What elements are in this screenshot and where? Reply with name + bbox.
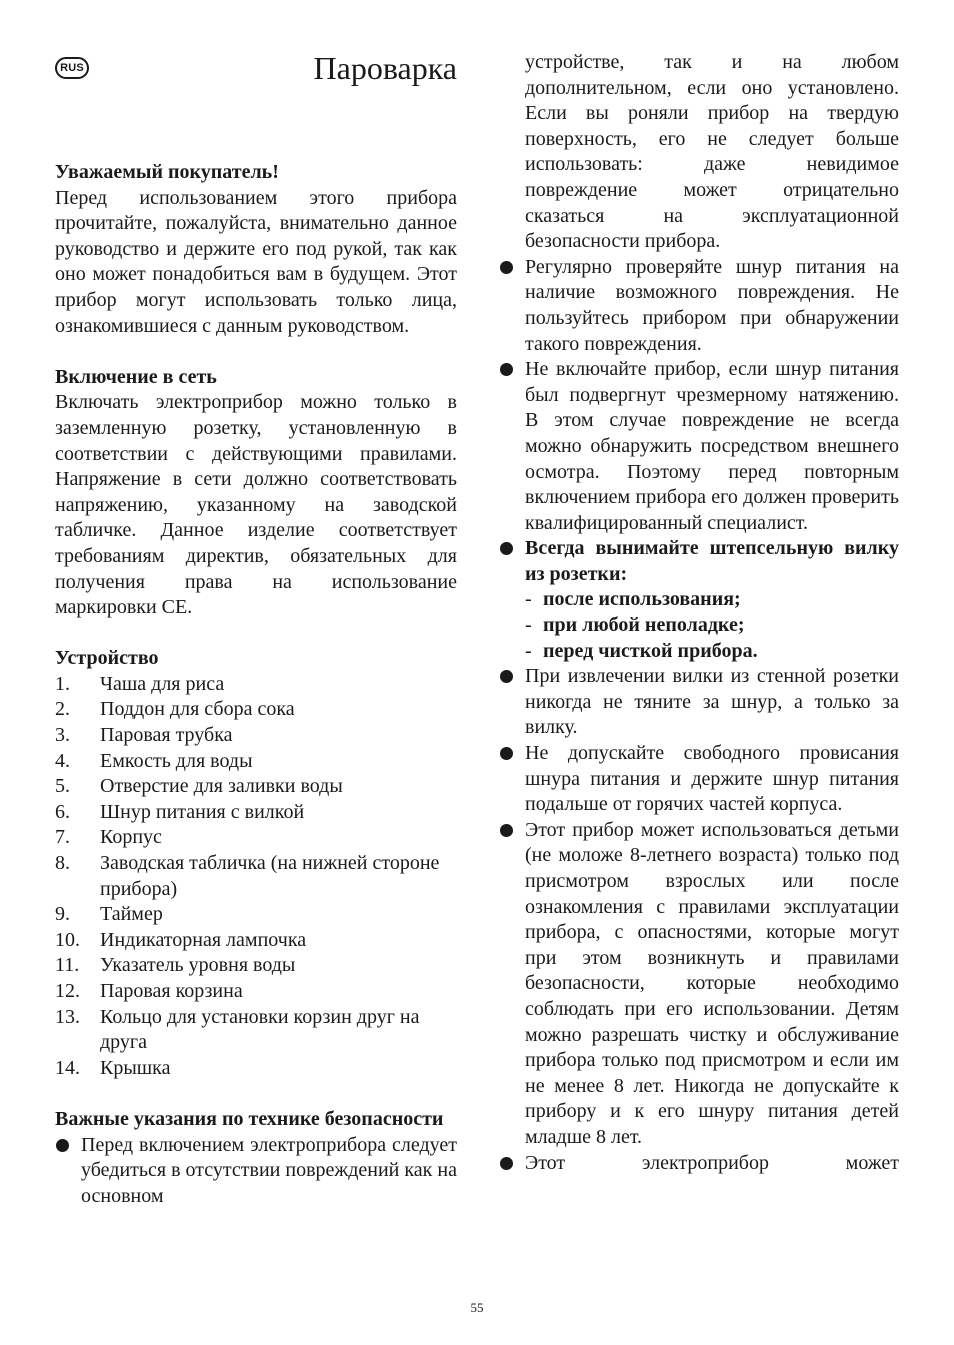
list-item (525, 613, 899, 639)
list-item (55, 851, 457, 902)
dash-marker: - (525, 588, 532, 611)
list-item (499, 741, 899, 818)
list-item (55, 672, 457, 698)
dash-marker: - (525, 639, 532, 662)
bullet-text: Этот прибор может использоваться детьми (не моложе 8-летнего возраста) только под присмотром взрослых или после ознакомления с правилами эксплуатации прибора, с опасностями, которые могут при этом возникнуть и правилами безопасности, которые необходимо соблюдать при его использовании. Детям можно разрешать чистку и обслуживание прибора только под присмотром и если им не менее 8 лет. Никогда не допускайте к прибору и к его шнуру питания детей младше 8 лет. (525, 818, 899, 1148)
item-number: 11. (55, 954, 80, 977)
bullet-icon (499, 1151, 525, 1177)
item-number: 3. (55, 724, 70, 747)
list-item (499, 357, 899, 536)
dash-marker: - (525, 614, 532, 637)
item-label: Индикаторная лампочка (100, 928, 307, 951)
item-number: 10. (55, 928, 80, 951)
bullet-text: Не допускайте свободного провисания шнура питания и держите шнур питания подальше от горячих частей корпуса. (525, 742, 899, 816)
page-number: 55 (470, 1300, 484, 1315)
item-label: Указатель уровня воды (100, 954, 296, 977)
list-item (55, 723, 457, 749)
bullet-text: Этот электроприбор может (525, 1151, 899, 1174)
power-heading: Включение в сеть (55, 365, 217, 388)
item-label: Паровая корзина (100, 980, 243, 1002)
left-column (55, 160, 457, 1209)
sub-item-text: при любой неполадке; (543, 614, 745, 637)
list-item (525, 639, 899, 665)
list-item (499, 818, 899, 1151)
list-item (499, 664, 899, 741)
bullet-icon (499, 536, 525, 664)
item-label: Поддон для сбора сока (100, 698, 295, 721)
bullet-text: устройстве, так и на любом дополнительном, если оно установлено. Если вы роняли прибор на твердую поверхность, его не следует больше использовать: даже невидимое повреждение может отрицательно сказаться на эксплуатационной безопасности прибора. (525, 51, 899, 253)
list-item (55, 774, 457, 800)
bullet-icon (499, 357, 525, 536)
item-label: Отверстие для заливки воды (100, 775, 343, 798)
item-number: 2. (55, 698, 70, 721)
safety-heading: Важные указания по технике безопасности (55, 1107, 444, 1130)
bullet-text: Не включайте прибор, если шнур питания был подвергнут чрезмерному натяжению. В этом случае повреждение не всегда можно обнаружить посредством внешнего осмотра. Поэтому перед повторным включением прибора его должен проверить квалифицированный специалист. (525, 358, 899, 534)
list-item (525, 587, 899, 613)
list-item (55, 979, 457, 1005)
list-item (499, 1151, 899, 1177)
spacer (55, 339, 457, 365)
unplug-bullet-block (525, 536, 899, 664)
item-number: 6. (55, 800, 70, 823)
item-label: Таймер (100, 903, 163, 926)
item-number: 5. (55, 775, 70, 798)
device-heading: Устройство (55, 647, 159, 670)
item-number: 13. (55, 1005, 80, 1028)
spacer (55, 621, 457, 647)
bullet-icon (499, 818, 525, 1151)
item-number: 7. (55, 826, 70, 849)
bullet-icon (55, 1133, 81, 1210)
list-item (55, 928, 457, 954)
list-item (499, 50, 899, 255)
intro-heading: Уважаемый покупатель! (55, 161, 279, 183)
bullet-icon (499, 664, 525, 741)
list-item (499, 536, 899, 664)
bullet-icon (499, 741, 525, 818)
item-label: Чаша для риса (100, 672, 225, 695)
item-label: Заводская табличка (на нижней стороне прибора) (100, 852, 440, 900)
item-label: Корпус (100, 826, 162, 849)
list-item (55, 800, 457, 826)
safety-bullets-continued (499, 50, 899, 1176)
bullet-text: Регулярно проверяйте шнур питания на наличие возможного повреждения. Не пользуйтесь прибором при обнаружении такого повреждения. (525, 255, 899, 355)
sub-item-text: перед чисткой прибора. (543, 639, 758, 662)
item-number: 9. (55, 903, 70, 926)
item-number: 12. (55, 980, 80, 1002)
page-title: Пароварка (313, 50, 457, 86)
page-header (55, 48, 457, 88)
list-item (55, 1133, 457, 1210)
spacer (55, 1081, 457, 1107)
device-parts-list (55, 672, 457, 1082)
list-item (55, 697, 457, 723)
item-number: 1. (55, 672, 70, 695)
item-label: Шнур питания с вилкой (100, 800, 305, 823)
safety-bullets-start (55, 1133, 457, 1210)
unplug-sublist (525, 587, 899, 664)
list-item (499, 255, 899, 357)
language-badge: RUS (55, 57, 89, 79)
item-number: 4. (55, 749, 70, 772)
item-label: Кольцо для установки корзин друг на друга (100, 1005, 420, 1054)
unplug-heading: Всегда вынимайте штепсельную вилку из розетки: (525, 537, 899, 585)
list-item (55, 1005, 457, 1056)
list-item (55, 1056, 457, 1082)
sub-item-text: после использования; (543, 588, 741, 611)
list-item (55, 953, 457, 979)
bullet-icon (499, 255, 525, 357)
item-label: Емкость для воды (100, 749, 253, 772)
power-paragraph: Включать электроприбор можно только в заземленную розетку, установленную в соответствии с действующими правилами. Напряжение в сети должно соответствовать напряжению, указанному на заводской табличке. Данное изделие соответствует требованиям директив, обязательных для получения права на использование маркировки CE. (55, 391, 457, 619)
bullet-text: Перед включением электроприбора следует убедиться в отсутствии повреждений как на основном (81, 1133, 457, 1207)
list-item (55, 902, 457, 928)
item-label: Крышка (100, 1056, 171, 1079)
item-number: 14. (55, 1056, 80, 1079)
list-item (55, 749, 457, 775)
bullet-text: При извлечении вилки из стенной розетки никогда не тяните за шнур, а только за вилку. (525, 665, 899, 739)
item-label: Паровая трубка (100, 724, 233, 747)
item-number: 8. (55, 852, 70, 875)
intro-paragraph: Перед использованием этого прибора прочитайте, пожалуйста, внимательно данное руководство и держите его под рукой, так как оно может понадобиться вам в будущем. Этот прибор могут использовать только лица, ознакомившиеся с данным руководством. (55, 186, 457, 337)
right-column (499, 50, 899, 1176)
list-item (55, 825, 457, 851)
